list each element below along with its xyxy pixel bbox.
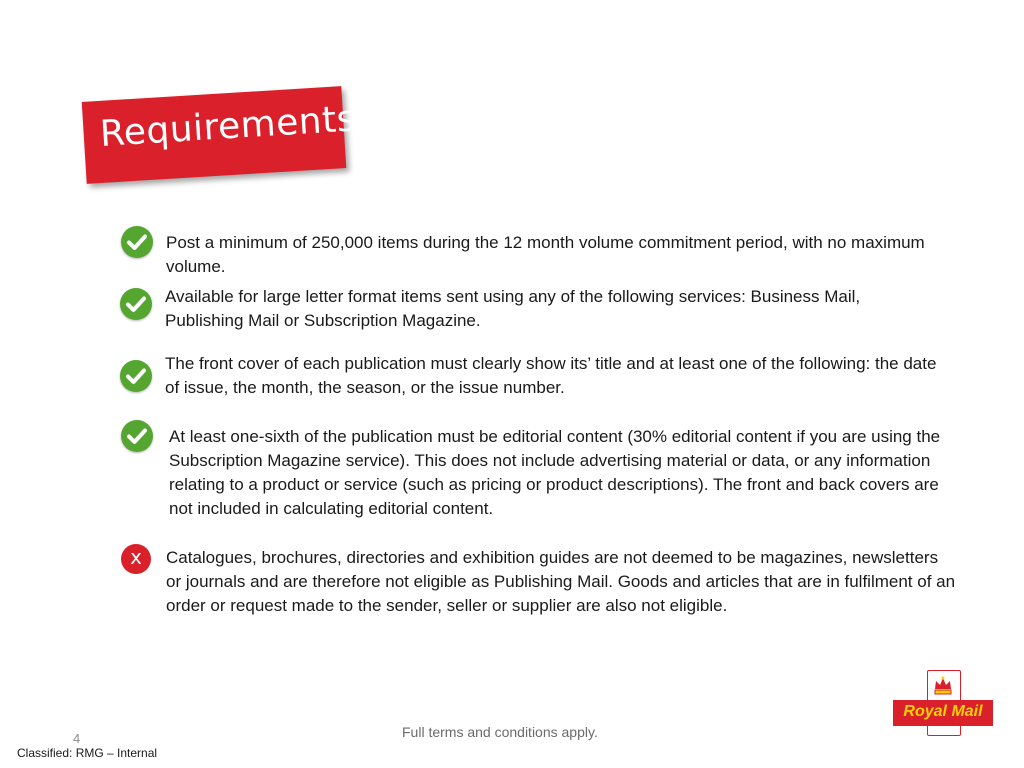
crown-icon	[933, 675, 953, 702]
check-icon	[121, 420, 153, 452]
requirement-item	[166, 231, 926, 279]
check-icon	[121, 226, 153, 258]
requirement-item	[166, 546, 956, 618]
logo-text: Royal Mail	[903, 703, 983, 720]
requirement-item	[169, 425, 949, 521]
requirement-text: Post a minimum of 250,000 items during the 12 month volume commitment period, with no maximum volume.	[166, 233, 925, 276]
requirement-text: Catalogues, brochures, directories and exhibition guides are not deemed to be magazines, newsletters or journals and are therefore not eligible as Publishing Mail. Goods and articles that are in fulfilment of an order or request made to the sender, seller or supplier are also not eligible.	[166, 548, 956, 615]
royal-mail-logo	[893, 670, 993, 738]
page-title: Requirements	[98, 98, 358, 155]
requirement-item	[165, 352, 955, 400]
requirement-text: At least one-sixth of the publication must be editorial content (30% editorial content if you are using the Subscription Magazine service). This does not include advertising material or data, or any information relating to a product or service (such as pricing or product descriptions). The front and back covers are not included in calculating editorial content.	[169, 427, 941, 518]
requirement-item	[165, 285, 935, 333]
classification-label: Classified: RMG – Internal	[17, 746, 158, 760]
page-number: 4	[73, 731, 81, 746]
requirement-text: Available for large letter format items sent using any of the following services: Business Mail, Publishing Mail or Subscription Magazine.	[165, 287, 861, 330]
cross-icon: x	[121, 544, 151, 574]
requirement-text: The front cover of each publication must clearly show its’ title and at least one of the following: the date of issue, the month, the season, or the issue number.	[165, 354, 937, 397]
terms-note: Full terms and conditions apply.	[402, 724, 598, 740]
check-icon	[120, 360, 152, 392]
check-icon	[120, 288, 152, 320]
